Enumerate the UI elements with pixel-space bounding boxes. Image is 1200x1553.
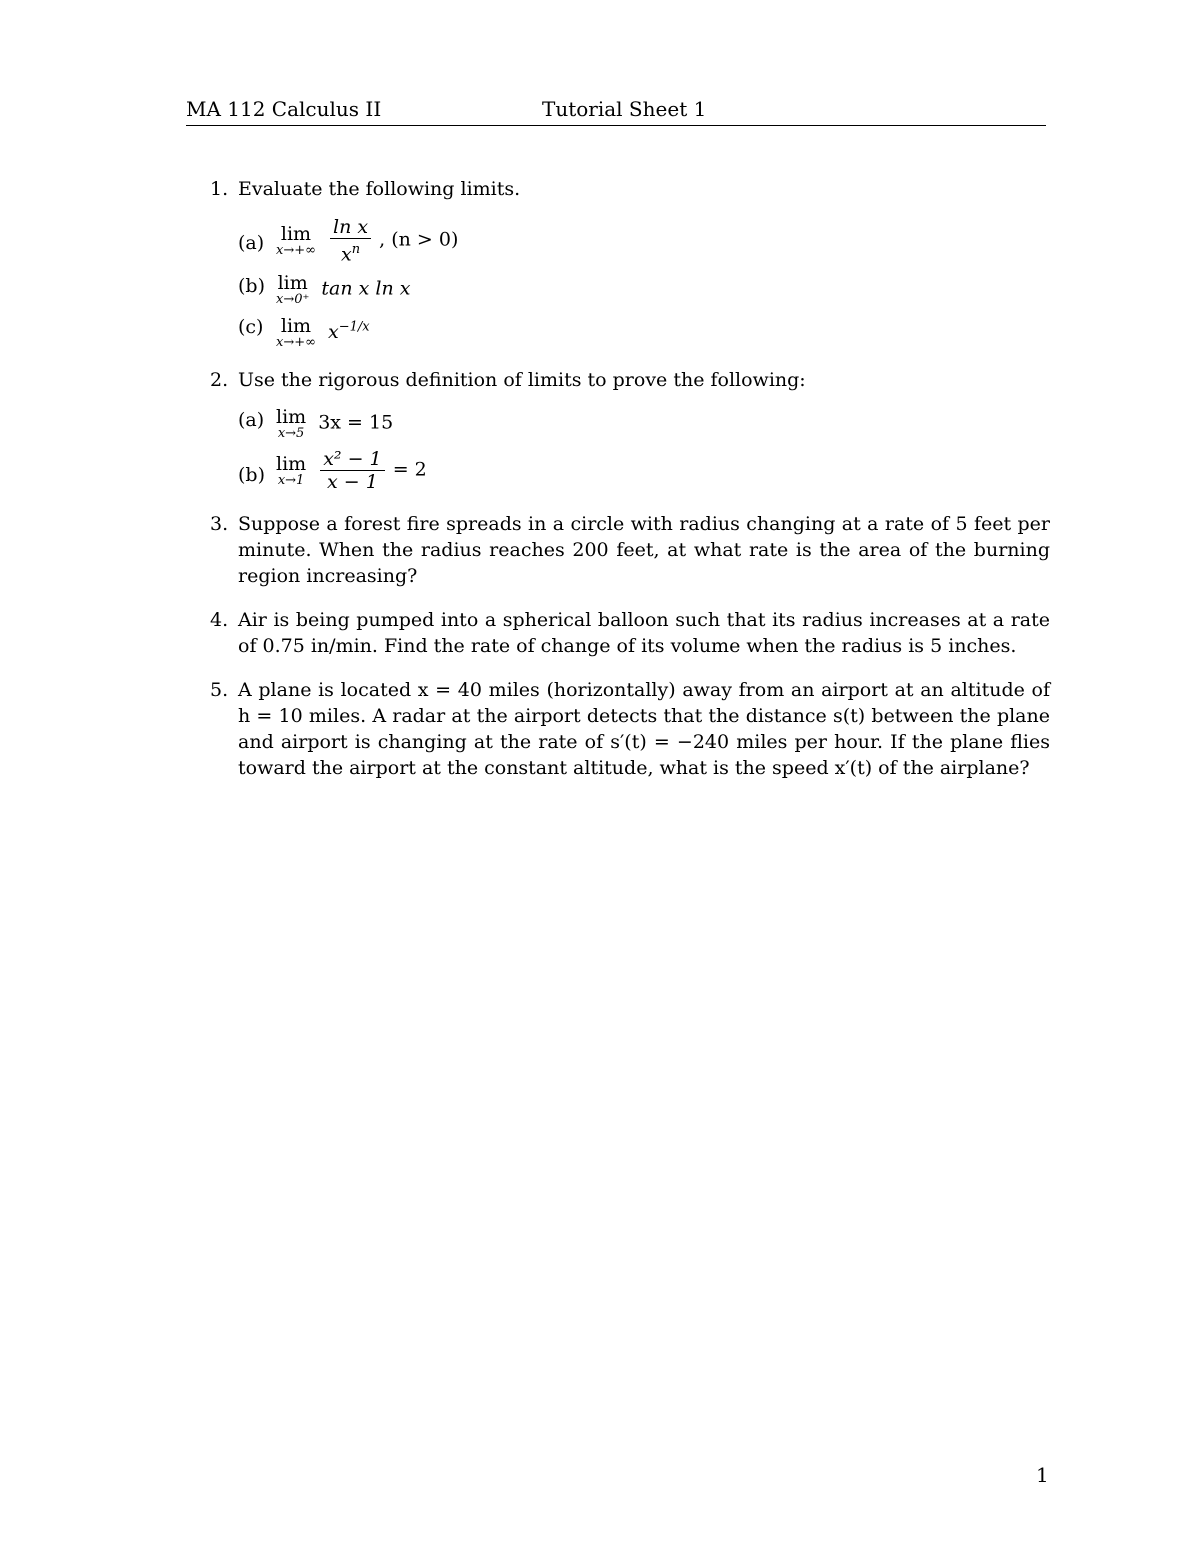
problem-text: Suppose a forest fire spreads in a circle with radius changing at a rate of 5 feet per minute. When the radius reaches 200 feet, at what rate is the area of the burning region increasing?: [238, 513, 1050, 588]
problem-4: [210, 607, 1050, 659]
part-label: (a): [238, 409, 265, 432]
sheet-title: Tutorial Sheet 1: [542, 97, 707, 121]
problem-3: [210, 511, 1050, 589]
page-number: 1: [1036, 1463, 1049, 1487]
part-label: (b): [238, 464, 265, 487]
problem-list: [210, 176, 1050, 799]
page-header: [186, 97, 1046, 126]
problem-text: Use the rigorous definition of limits to prove the following:: [238, 369, 806, 392]
part-label: (b): [238, 275, 265, 298]
expression: 3x = 15: [318, 411, 394, 434]
condition: , (n > 0): [379, 228, 459, 251]
limit-operator: lim x→0⁺: [276, 272, 310, 308]
course-title: MA 112 Calculus II: [186, 97, 382, 121]
problem-text: Air is being pumped into a spherical balloon such that its radius increases at a rate of 0.75 in/min. Find the rate of change of its volume when the radius is 5 inches.: [238, 609, 1050, 658]
fraction: $\frac{\text{x² − 1}}{x - 1}$: [320, 448, 384, 493]
problem-number: 4.: [210, 609, 229, 632]
problem-2b: [238, 448, 1050, 493]
problem-text: A plane is located x = 40 miles (horizontally) away from an airport at an altitude of h = 10 miles. A radar at the airport detects that the distance s(t) between the plane and airport is changing at the rate of s′(t) = −240 miles per hour. If the plane flies toward the airport at the constant altitude, what is the speed x′(t) of the airplane?: [238, 679, 1050, 780]
problem-2: [210, 367, 1050, 493]
fraction: $\frac{\text{ln x}}{x^n}$: [330, 216, 371, 265]
part-label: (a): [238, 232, 265, 254]
limit-operator: lim x→+∞: [276, 315, 316, 351]
limit-operator: lim x→+∞: [276, 223, 316, 259]
result: = 2: [392, 458, 427, 481]
problem-1: [210, 176, 1050, 349]
problem-number: 1.: [210, 178, 229, 200]
problem-number: 2.: [210, 369, 229, 392]
problem-2a: [238, 407, 1050, 440]
limit-operator: lim x→5: [276, 406, 307, 442]
problem-1b: [238, 273, 1050, 306]
problem-number: 3.: [210, 513, 229, 536]
problem-1a: [238, 216, 1050, 265]
problem-number: 5.: [210, 679, 229, 702]
problem-text: Evaluate the following limits.: [238, 178, 521, 200]
problem-5: [210, 677, 1050, 781]
expression: tan x ln x: [321, 277, 411, 300]
expression: $x^{-1/x}$: [328, 319, 370, 343]
problem-1c: [238, 314, 1050, 349]
limit-operator: lim x→1: [276, 453, 307, 489]
part-label: (c): [238, 316, 264, 339]
